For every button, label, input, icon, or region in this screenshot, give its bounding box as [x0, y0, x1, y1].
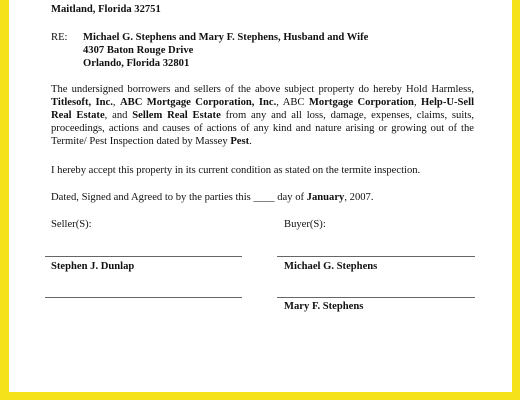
p1-segment: Pest [230, 136, 250, 147]
p1-segment: Mortgage Corporation [308, 97, 414, 108]
dated-month: January [306, 192, 345, 203]
p1-segment: . [249, 136, 252, 147]
buyer-name: Mary F. Stephens [284, 301, 364, 312]
buyer-signature-line [277, 297, 475, 298]
seller-name: Stephen J. Dunlap [51, 261, 135, 272]
buyer-heading: Buyer(S): [284, 219, 326, 230]
acceptance-paragraph: I hereby accept this property in its current condition as stated on the termite inspection. [51, 165, 421, 176]
p1-segment: , [413, 97, 422, 108]
buyer-name: Michael G. Stephens [284, 261, 378, 272]
dated-signed-line [51, 191, 374, 204]
office-city-line: Maitland, Florida 32751 [51, 4, 161, 15]
re-label: RE: [51, 32, 68, 43]
re-street: 4307 Baton Rouge Drive [83, 45, 194, 56]
seller-heading: Seller(S): [51, 219, 92, 230]
p1-segment: Help-U-Sell Real Estate [51, 97, 475, 121]
p1-segment: ABC Mortgage Corporation, Inc. [119, 97, 277, 108]
p1-segment: , ABC [276, 97, 309, 108]
seller-signature-line [45, 256, 242, 257]
re-city: Orlando, Florida 32801 [83, 58, 190, 69]
hold-harmless-paragraph [51, 83, 474, 148]
p1-segment: The undersigned borrowers and sellers of the above subject property do hereby Hold Harmless, [51, 84, 474, 95]
document-page [9, 0, 512, 392]
dated-year: , 2007. [344, 192, 374, 203]
p1-segment: Sellem Real Estate [132, 110, 221, 121]
p1-segment: Titlesoft, Inc. [51, 97, 113, 108]
p1-segment: , [112, 97, 120, 108]
dated-text: Dated, Signed and Agreed to by the parties this ____ day of [51, 192, 307, 203]
buyer-signature-line [277, 256, 475, 257]
re-parties: Michael G. Stephens and Mary F. Stephens, Husband and Wife [83, 32, 369, 43]
seller-signature-line [45, 297, 242, 298]
p1-segment: , and [104, 110, 133, 121]
p1-segment: from any and all loss, damage, expenses, claims, suits, proceedings, actions and causes of actions of any kind and nature arising or growing out of the Termite/ Pest Inspection dated by Massey [51, 110, 474, 147]
